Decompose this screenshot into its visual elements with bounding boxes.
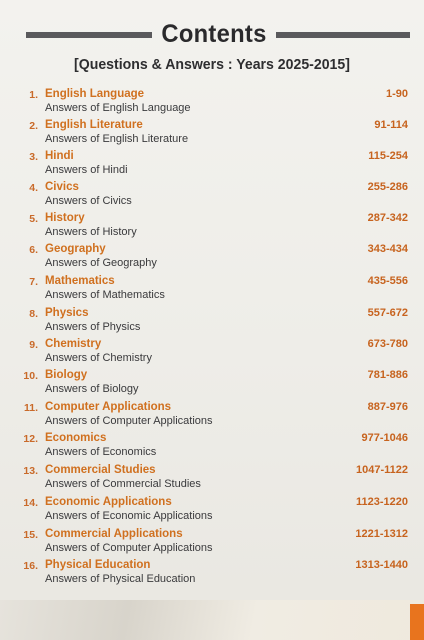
entry-subject: English Language xyxy=(45,88,145,100)
entry-pages: 1-90 xyxy=(385,88,408,100)
entry-pages: 977-1046 xyxy=(361,432,408,444)
contents-entry xyxy=(0,338,424,370)
entry-number: 5. xyxy=(29,213,38,225)
entry-subject: Mathematics xyxy=(45,275,115,287)
entry-pages: 781-886 xyxy=(367,369,408,381)
entry-answers: Answers of Chemistry xyxy=(45,352,152,364)
entry-subject: Commercial Applications xyxy=(45,528,183,540)
entry-pages: 1313-1440 xyxy=(355,559,408,571)
entry-number: 9. xyxy=(29,339,38,351)
entry-answers: Answers of Economic Applications xyxy=(45,510,213,522)
entry-answers: Answers of Computer Applications xyxy=(45,542,213,554)
entry-answers: Answers of Hindi xyxy=(45,164,128,176)
contents-entry xyxy=(0,528,424,560)
page-title: Contents xyxy=(161,20,267,48)
entry-pages: 1047-1122 xyxy=(356,464,408,476)
entry-subject: Physics xyxy=(45,307,89,319)
entry-subject: Economic Applications xyxy=(45,496,172,508)
title-rule-left xyxy=(26,32,152,38)
entry-pages: 557-672 xyxy=(367,307,408,319)
entry-pages: 343-434 xyxy=(367,243,408,255)
entry-pages: 435-556 xyxy=(367,275,408,287)
contents-entry xyxy=(0,119,424,151)
contents-entry xyxy=(0,275,424,307)
contents-entry xyxy=(0,432,424,464)
entry-answers: Answers of Physics xyxy=(45,321,141,333)
entry-number: 2. xyxy=(29,120,38,132)
contents-entry xyxy=(0,369,424,401)
entry-pages: 91-114 xyxy=(374,119,408,131)
entry-number: 10. xyxy=(23,370,38,382)
entry-subject: Chemistry xyxy=(45,338,102,350)
contents-entry xyxy=(0,181,424,213)
entry-subject: Computer Applications xyxy=(45,401,172,413)
entry-answers: Answers of Computer Applications xyxy=(45,415,213,427)
entry-number: 13. xyxy=(23,465,38,477)
contents-entry xyxy=(0,559,424,591)
entry-subject: Hindi xyxy=(45,150,74,162)
contents-entry xyxy=(0,150,424,182)
title-rule-right xyxy=(276,32,410,38)
contents-entry xyxy=(0,212,424,244)
entry-number: 6. xyxy=(29,244,38,256)
entry-subject: Economics xyxy=(45,432,107,444)
entry-number: 12. xyxy=(23,433,38,445)
entry-pages: 1123-1220 xyxy=(356,496,408,508)
contents-entry xyxy=(0,307,424,339)
entry-answers: Answers of Civics xyxy=(45,195,132,207)
entry-subject: Geography xyxy=(45,243,106,255)
entry-answers: Answers of Mathematics xyxy=(45,289,165,301)
entry-number: 8. xyxy=(29,308,38,320)
entry-subject: Civics xyxy=(45,181,79,193)
entry-number: 1. xyxy=(29,89,38,101)
orange-corner-accent xyxy=(410,604,424,640)
entry-subject: History xyxy=(45,212,85,224)
entry-number: 3. xyxy=(29,151,38,163)
entry-pages: 287-342 xyxy=(367,212,408,224)
contents-entry xyxy=(0,243,424,275)
entry-answers: Answers of English Language xyxy=(45,102,191,114)
entry-pages: 115-254 xyxy=(368,150,408,162)
entry-number: 16. xyxy=(23,560,38,572)
contents-entry xyxy=(0,88,424,120)
entry-subject: English Literature xyxy=(45,119,143,131)
entry-number: 7. xyxy=(29,276,38,288)
page-subtitle: [Questions & Answers : Years 2025-2015] xyxy=(74,56,350,73)
contents-entry xyxy=(0,401,424,433)
entry-number: 4. xyxy=(29,182,38,194)
page-bottom-band xyxy=(0,600,424,640)
entry-answers: Answers of Economics xyxy=(45,446,157,458)
entry-subject: Biology xyxy=(45,369,88,381)
entry-subject: Physical Education xyxy=(45,559,151,571)
entry-pages: 1221-1312 xyxy=(355,528,408,540)
contents-entry xyxy=(0,496,424,528)
entry-answers: Answers of Geography xyxy=(45,257,157,269)
entry-number: 11. xyxy=(23,402,38,414)
entry-subject: Commercial Studies xyxy=(45,464,156,476)
entry-answers: Answers of English Literature xyxy=(45,133,189,145)
entry-number: 15. xyxy=(23,529,38,541)
entry-answers: Answers of Biology xyxy=(45,383,139,395)
contents-entry xyxy=(0,464,424,496)
entry-answers: Answers of Commercial Studies xyxy=(45,478,201,490)
entry-answers: Answers of History xyxy=(45,226,137,238)
entry-answers: Answers of Physical Education xyxy=(45,573,196,585)
entry-number: 14. xyxy=(23,497,38,509)
entry-pages: 673-780 xyxy=(367,338,408,350)
entry-pages: 255-286 xyxy=(367,181,408,193)
entry-pages: 887-976 xyxy=(367,401,408,413)
